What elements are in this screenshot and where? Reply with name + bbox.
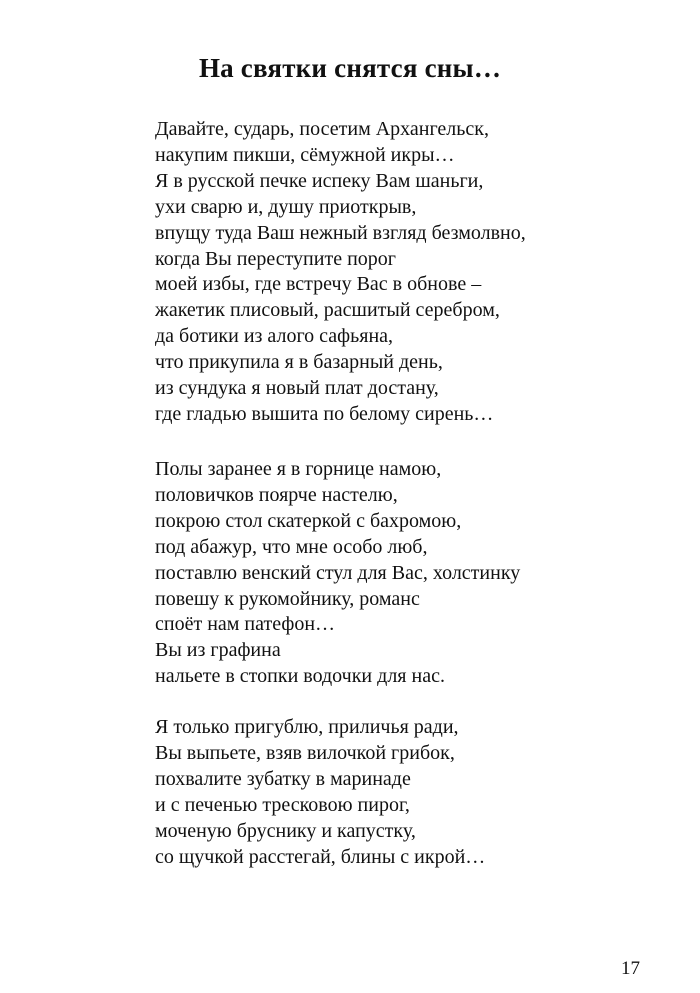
poem-line: жакетик плисовый, расшитый серебром, — [155, 299, 500, 322]
poem-line: Давайте, сударь, посетим Архангельск, — [155, 118, 489, 140]
poem-line: похвалите зубатку в маринаде — [155, 767, 411, 790]
poem-line: Я только пригублю, приличья ради, — [155, 716, 459, 738]
stanza-1 — [155, 117, 526, 428]
poem-line: и с печенью тресковою пирог, — [155, 793, 410, 816]
poem-line: Вы выпьете, взяв вилочкой грибок, — [155, 741, 455, 764]
poem-line: из сундука я новый плат достану, — [155, 377, 439, 400]
poem-line: половичков поярче настелю, — [155, 483, 398, 506]
poem-title: На святки снятся сны… — [198, 53, 502, 83]
page-number: 17 — [621, 958, 640, 979]
poem-line: где гладью вышита по белому сирень… — [155, 402, 494, 425]
poem-line: что прикупила я в базарный день, — [155, 351, 443, 374]
poem-line: ухи сварю и, душу приоткрыв, — [155, 195, 417, 218]
poem-line: да ботики из алого сафьяна, — [155, 325, 394, 348]
poem-line: когда Вы переступите порог — [155, 247, 396, 270]
poem-line: повешу к рукомойнику, романс — [155, 587, 420, 610]
poem-line: накупим пикши, сёмужной икры… — [155, 143, 455, 166]
poem-line: Я в русской печке испеку Вам шаньги, — [155, 169, 484, 192]
poem-line: со щучкой расстегай, блины с икрой… — [155, 845, 486, 868]
poem-line: под абажур, что мне особо люб, — [155, 535, 428, 558]
poem-line: Вы из графина — [155, 639, 281, 662]
poem-line: споёт нам патефон… — [155, 613, 336, 636]
poem-line: Полы заранее я в горнице намою, — [155, 458, 442, 480]
stanza-2 — [155, 457, 520, 690]
poem-line: моей избы, где встречу Вас в обнове – — [155, 273, 482, 296]
stanza-3 — [155, 715, 485, 870]
poem-line: моченую бруснику и капустку, — [155, 819, 416, 842]
poem-line: нальете в стопки водочки для нас. — [155, 665, 445, 688]
poem-line: поставлю венский стул для Вас, холстинку — [155, 561, 521, 584]
poem-line: покрою стол скатеркой с бахромою, — [155, 509, 462, 532]
poem-line: впущу туда Ваш нежный взгляд безмолвно, — [155, 221, 526, 244]
